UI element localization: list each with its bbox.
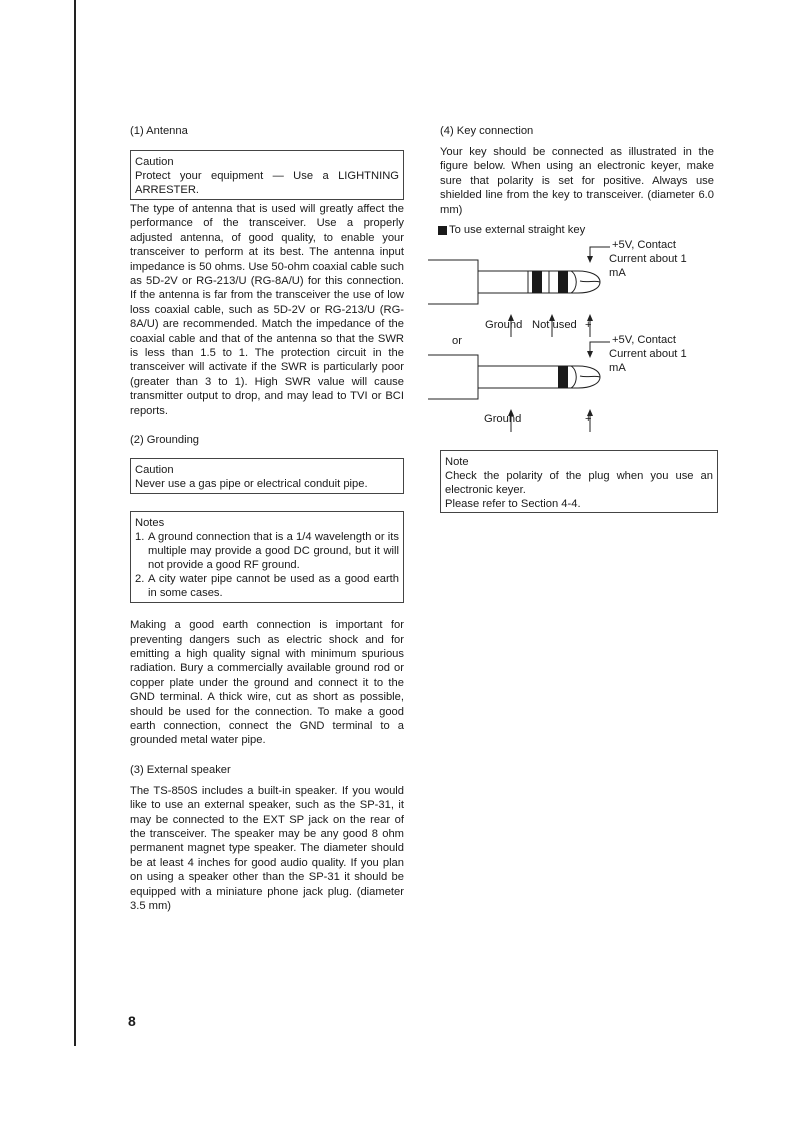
speaker-heading: (3) External speaker [130, 763, 231, 776]
grounding-paragraph: Making a good earth connection is important for preventing dangers such as electric shock and for emitting a high quality signal with minimum spurious radiation. Bury a commercially available ground rod or copper plate under the ground and connect it to the GND terminal. A thick wire, cut as short as possible, should be used for the connection. To make a good earth connection, connect the GND terminal to a grounded metal water pipe. [130, 619, 404, 747]
three-conductor-plug-icon [428, 260, 600, 304]
notes-title: Notes [135, 517, 165, 530]
antenna-caution-title: Caution [135, 156, 174, 168]
key-paragraph: Your key should be connected as illustrated in the figure below. When using an electronic keyer, make sure that polarity is set for positive. Always use shielded line from the key to transceiver. (diameter 6.0 mm) [440, 146, 714, 216]
plug1-current-label: Current about 1 [609, 253, 687, 266]
antenna-caution-text: Protect your equipment — Use a LIGHTNING ARRESTER. [135, 170, 399, 196]
grounding-heading: (2) Grounding [130, 434, 200, 447]
plug1-contact-label: +5V, Contact [612, 239, 676, 252]
plug2-current-unit: mA [609, 362, 626, 375]
two-conductor-plug-icon [428, 355, 600, 399]
note-number: 1. [135, 531, 145, 544]
note-number: 2. [135, 573, 145, 586]
grounding-caution-text: Never use a gas pipe or electrical conduit pipe. [135, 478, 368, 491]
note-text: A city water pipe cannot be used as a good earth in some cases. [148, 573, 399, 600]
grounding-caution-box [130, 458, 404, 494]
notes-list [135, 530, 399, 600]
note-text: A ground connection that is a 1/4 wavelength or its multiple may provide a good DC ground, but it will not provide a good RF ground. [148, 531, 399, 572]
page-number: 8 [128, 1013, 136, 1029]
or-label: or [452, 335, 462, 348]
plug2-current-label: Current about 1 [609, 348, 687, 361]
key-heading: (4) Key connection [440, 125, 534, 137]
antenna-caution-box [130, 150, 404, 200]
keyer-note-box [440, 450, 718, 513]
plug1-not-used-label: Not used [532, 319, 577, 332]
antenna-heading: (1) Antenna [130, 125, 188, 137]
binding-edge-line [74, 0, 76, 1046]
note-text: Check the polarity of the plug when you use an electronic keyer. [445, 470, 713, 497]
key-plug-diagram [428, 223, 718, 435]
diagram-caption: To use external straight key [449, 224, 586, 237]
plug2-ground-label: Ground [484, 413, 522, 426]
plug2-plus-label: + [585, 413, 592, 426]
left-column [130, 124, 404, 913]
list-item [135, 572, 399, 600]
grounding-notes-box [130, 511, 404, 603]
note-reference: Please refer to Section 4-4. [445, 498, 581, 511]
grounding-caution-title: Caution [135, 464, 174, 477]
antenna-paragraph: The type of antenna that is used will greatly affect the performance of the transceiver. Use a properly adjusted antenna, of good quality, to enable your transceiver to perform at its best. The antenna input impedance is 50 ohms. Use 50-ohm coaxial cable such as 5D-2V or RG-213/U (RG-8A/U) for this connection. If the antenna is far from the transceiver the use of low loss coaxial cable, such as 5D-2V or RG-213/U (RG-8A/U) are recommended. Match the impedance of the coaxial cable and that of the antenna so that the SWR is less than 1.5 to 1. The protection circuit in the transceiver will activate if the SWR is particularly poor (greater than 3 to 1). High SWR value will cause transmitter output to drop, and may lead to TVI or BCI reports. [130, 203, 404, 417]
plug2-contact-label: +5V, Contact [612, 334, 676, 347]
plug1-current-unit: mA [609, 267, 626, 280]
plug1-ground-label: Ground [485, 319, 523, 332]
speaker-paragraph: The TS-850S includes a built-in speaker. If you would like to use an external speaker, such as the SP-31, it may be connected to the EXT SP jack on the rear of the transceiver. The speaker may be any good 8 ohm permanent magnet type speaker. The diameter should be at least 4 inches for good audio quality. If you plan on using a speaker other than the SP-31 it should be equipped with a miniature phone jack plug. (diameter 3.5 mm) [130, 784, 404, 912]
caption-square-icon [438, 226, 447, 235]
plug1-plus-label: + [585, 319, 592, 332]
list-item [135, 530, 399, 572]
note-title: Note [445, 456, 469, 469]
right-column [440, 124, 714, 513]
